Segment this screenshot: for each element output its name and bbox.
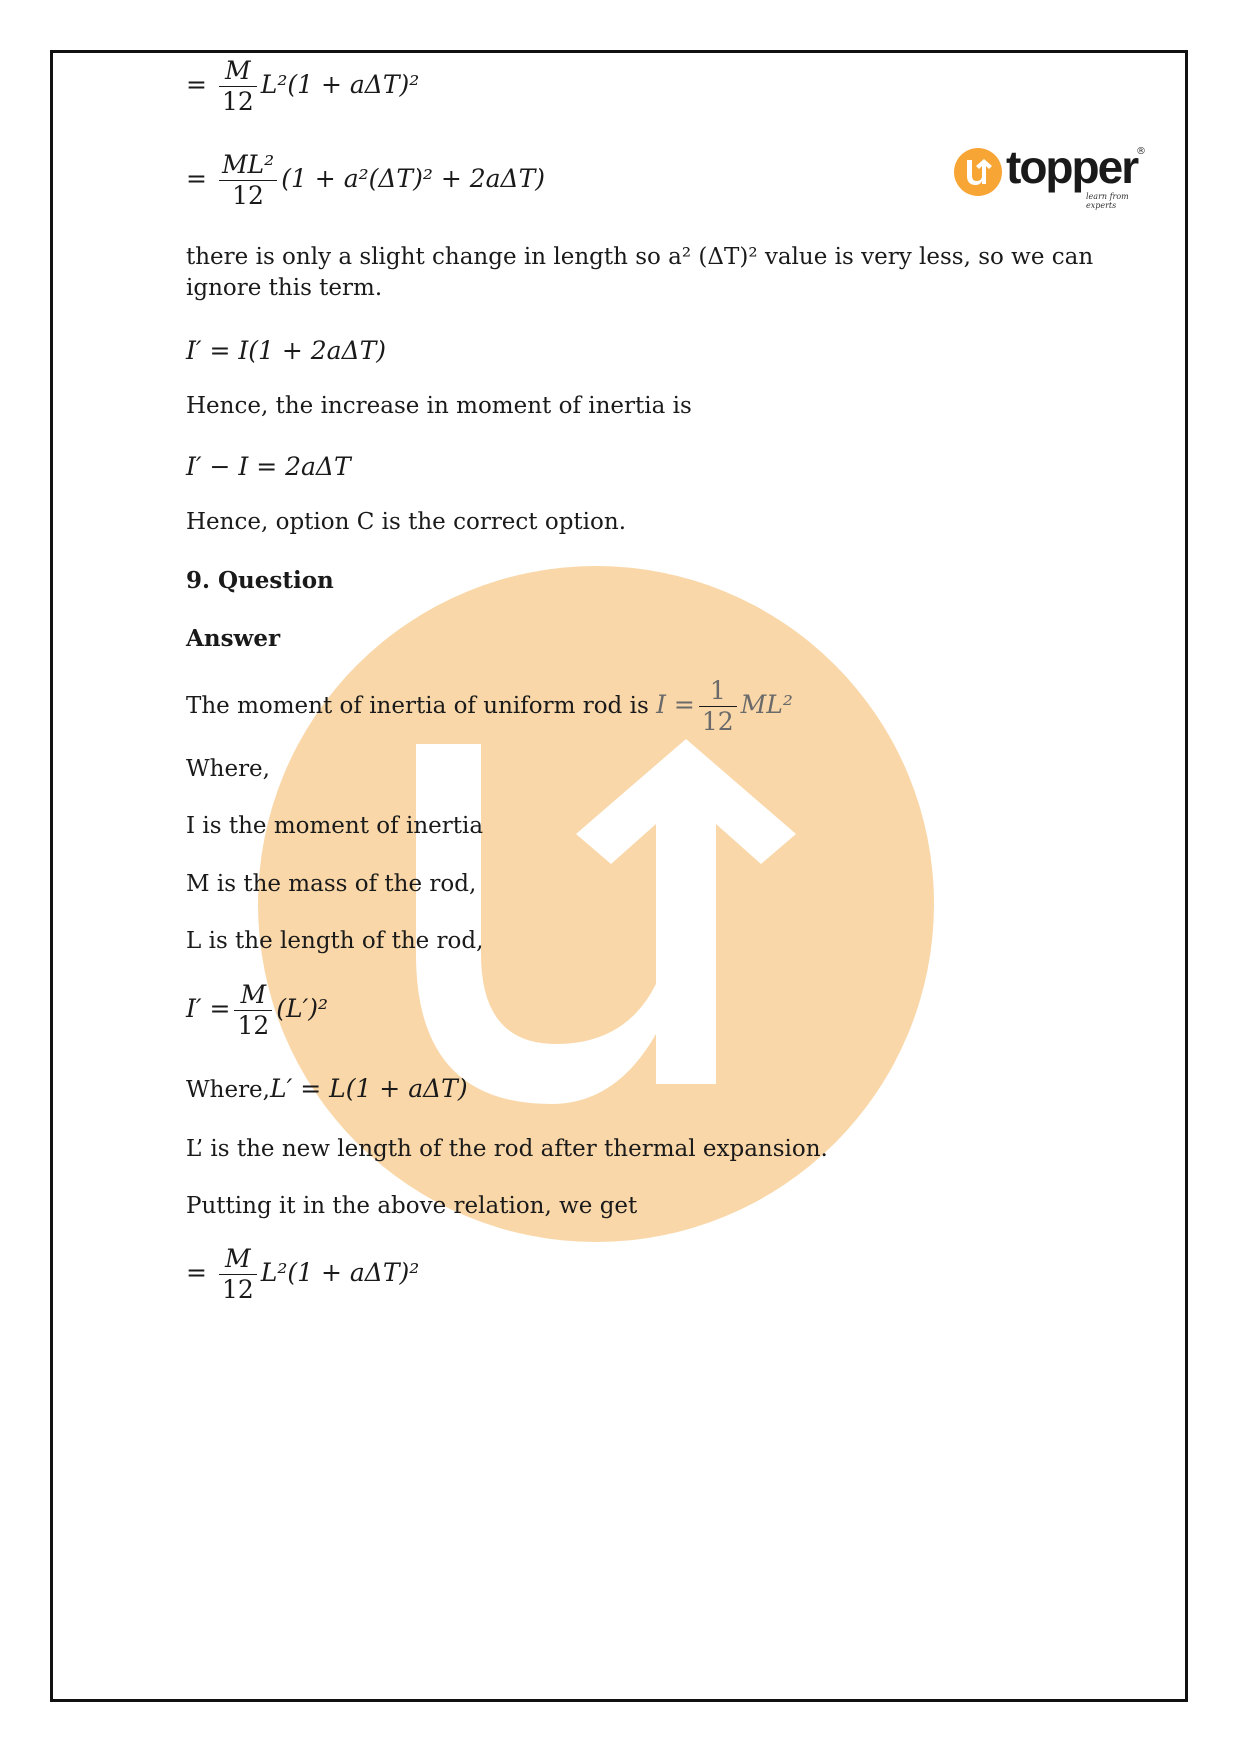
equation-1: = $\frac{M}{12}$ L²(1 + aΔT)² — [186, 56, 420, 116]
question-heading: 9. Question — [186, 567, 334, 594]
paragraph-line: ignore this term. — [186, 275, 383, 301]
logo-registered-mark: ® — [1136, 146, 1146, 157]
equation-4: I′ − I = 2aΔT — [186, 452, 351, 481]
moment-of-inertia-line: The moment of inertia of uniform rod is I = $\frac{1}{12}$ ML² — [186, 676, 793, 736]
equation-2: = $\frac{\text{ML²}}{12}$ (1 + a²(ΔT)² + 2aΔT) — [186, 150, 546, 210]
text-putting: Putting it in the above relation, we get — [186, 1193, 638, 1219]
paragraph-line: there is only a slight change in length so a² (ΔT)² value is very less, so we can — [186, 244, 1094, 270]
definition-l: L is the length of the rod, — [186, 928, 484, 954]
equation-6: = $\frac{M}{12}$ L²(1 + aΔT)² — [186, 1244, 420, 1304]
logo-wordmark: topper — [1006, 141, 1138, 193]
brand-logo — [954, 141, 1150, 210]
equation-5: I′ = $\frac{M}{12}$ (L′)² — [186, 980, 329, 1040]
logo-u-icon — [954, 148, 1002, 196]
text-correct-option: Hence, option C is the correct option. — [186, 509, 626, 535]
equation-3: I′ = I(1 + 2aΔT) — [186, 336, 387, 365]
text-increase: Hence, the increase in moment of inertia is — [186, 393, 692, 419]
definition-i: I is the moment of inertia — [186, 813, 484, 839]
where-label: Where, — [186, 756, 270, 782]
definition-m: M is the mass of the rod, — [186, 871, 477, 897]
text-new-length: L’ is the new length of the rod after thermal expansion. — [186, 1136, 828, 1162]
answer-heading: Answer — [186, 625, 281, 652]
logo-tagline: learn from experts — [1086, 192, 1129, 210]
where-new-length: Where,L′ = L(1 + aΔT) — [186, 1074, 468, 1103]
